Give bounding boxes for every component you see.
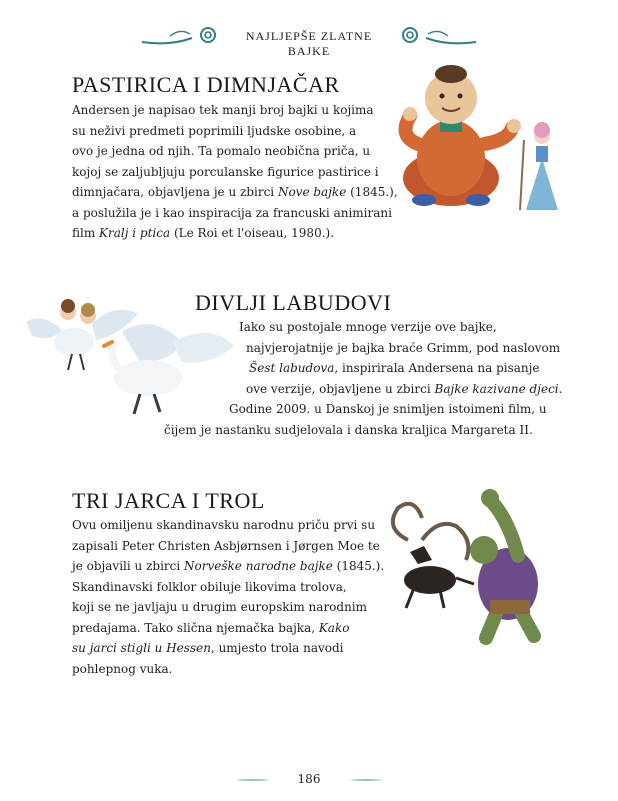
- text-segment: film: [72, 226, 100, 240]
- text-segment: dimnjačara, objavljena je u zbirci: [72, 185, 278, 199]
- body-text-line: [72, 124, 356, 138]
- section-title-pastirica: PASTIRICA I DIMNJAČAR: [72, 72, 340, 97]
- italic-title-text: su jarci stigli u Hessen: [72, 641, 211, 655]
- body-text-line: [164, 423, 533, 437]
- body-text-line: [72, 600, 367, 614]
- goat-and-troll-illustration: [378, 488, 558, 650]
- page-header: [0, 24, 618, 58]
- body-text-line: [72, 641, 344, 655]
- right-swirl-ornament-icon: [396, 24, 478, 50]
- text-segment: su neživi predmeti poprimili ljudske osobine, a: [72, 123, 357, 138]
- text-segment: Ovu omiljenu skandinavsku narodnu priču prvi su: [72, 518, 376, 532]
- text-segment: (1845.),: [346, 185, 398, 199]
- mandarin-figurine-illustration: [396, 60, 572, 215]
- italic-title-text: Kako: [318, 620, 350, 635]
- body-text-line: [72, 539, 380, 553]
- text-segment: Andersen je napisao tek manji broj bajki u kojima: [72, 103, 374, 117]
- body-text-line: [72, 559, 384, 573]
- text-segment: najvjerojatnije je bajka braće Grimm, pod naslovom: [246, 340, 561, 355]
- italic-title-text: Kralj i ptica: [99, 226, 171, 240]
- body-text-line: [72, 185, 398, 199]
- left-swirl-ornament-icon: [140, 24, 222, 50]
- body-text-line: [246, 341, 560, 355]
- body-text-line: [246, 382, 562, 396]
- text-segment: a poslužila je i kao inspiracija za francuski animirani: [72, 205, 392, 220]
- text-segment: ove verzije, objavljene u zbirci: [246, 381, 435, 396]
- text-segment: , inspirirala Andersena na pisanje: [334, 361, 540, 375]
- left-footer-rule: [216, 779, 288, 781]
- right-footer-rule: [330, 779, 402, 781]
- page-number: 186: [297, 772, 321, 786]
- text-segment: Godine 2009. u Danskoj je snimljen istoimeni film, u: [229, 402, 547, 416]
- body-text-line: [72, 144, 370, 158]
- section-title-divlji-labudovi: DIVLJI LABUDOVI: [195, 290, 392, 315]
- text-segment: , umjesto trola navodi: [210, 641, 344, 655]
- text-segment: .: [558, 381, 563, 396]
- text-segment: koji se ne javljaju u drugim europskim narodnim: [72, 600, 368, 614]
- text-segment: (1845.).: [332, 559, 385, 573]
- body-text-line: [72, 580, 347, 594]
- text-segment: Skandinavski folklor obiluje likovima trolova,: [72, 579, 347, 594]
- body-text-line: [72, 662, 172, 676]
- body-text-line: [239, 320, 497, 334]
- body-text-line: [72, 165, 379, 179]
- text-segment: kojoj se zaljubljuju porculanske figurice pastirice i: [72, 164, 379, 179]
- text-segment: zapisali Peter Christen Asbjørnsen i Jørgen Moe te: [72, 538, 380, 553]
- text-segment: ovo je jedna od njih. Ta pomalo neobična priča, u: [72, 144, 371, 158]
- text-segment: (Le Roi et l'oiseau, 1980.).: [170, 226, 335, 240]
- italic-title-text: Šest labudova: [249, 361, 335, 375]
- section-title-tri-jarca: TRI JARCA I TROL: [72, 488, 265, 513]
- italic-title-text: Bajke kazivane djeci: [434, 381, 559, 396]
- text-segment: pohlepnog vuka.: [72, 661, 173, 676]
- body-text-line: [72, 621, 349, 635]
- italic-title-text: Nove bajke: [277, 185, 347, 199]
- body-text-line: [72, 226, 334, 240]
- text-segment: je objavili u zbirci: [72, 559, 185, 573]
- body-text-line: [72, 103, 374, 117]
- swans-illustration: [22, 292, 252, 420]
- text-segment: predajama. Tako slična njemačka bajka,: [72, 620, 319, 635]
- page-footer: [0, 772, 618, 788]
- italic-title-text: Norveške narodne bajke: [184, 559, 333, 573]
- body-text-line: [72, 206, 392, 220]
- body-text-line: [249, 361, 539, 375]
- text-segment: Iako su postojale mnoge verzije ove bajke,: [239, 320, 497, 334]
- body-text-line: [72, 518, 375, 532]
- text-segment: čijem je nastanku sudjelovala i danska kraljica Margareta II.: [164, 422, 533, 437]
- body-text-line: [229, 402, 547, 416]
- running-header-title: NAJLJEPŠE ZLATNE BAJKE: [245, 29, 373, 58]
